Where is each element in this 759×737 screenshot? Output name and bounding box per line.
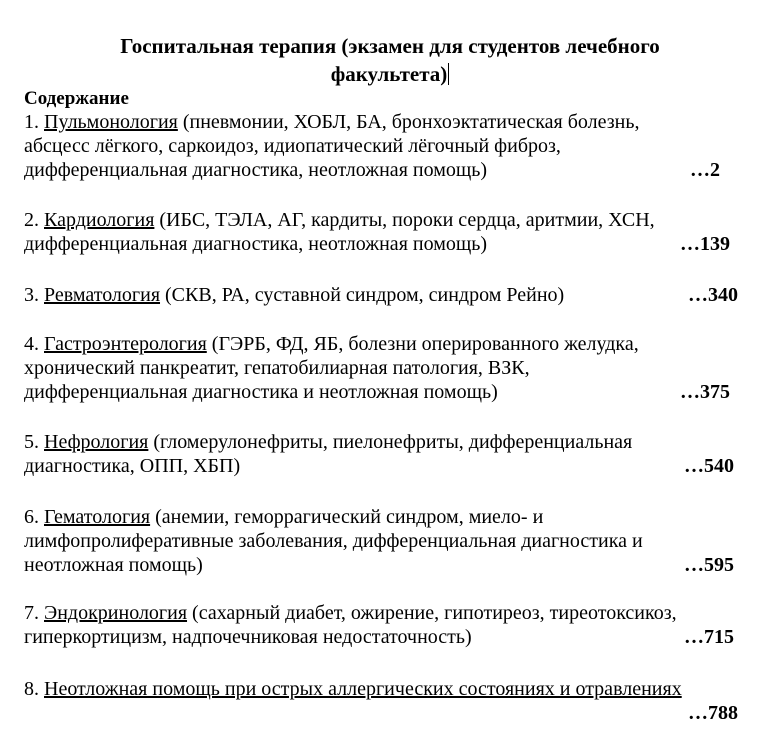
toc-entry-description: неотложная помощь) <box>24 554 203 576</box>
toc-entry-rheumatology[interactable] <box>24 283 744 307</box>
toc-entry-description: (сахарный диабет, ожирение, гипотиреоз, тиреотоксикоз, <box>187 602 677 624</box>
toc-entry-line <box>24 701 744 725</box>
toc-entry-line <box>24 232 744 256</box>
toc-entry-line <box>24 134 744 158</box>
toc-entry-line <box>24 454 744 478</box>
toc-entry-line <box>24 158 744 182</box>
toc-entry-description: лимфопролиферативные заболевания, дифференциальная диагностика и <box>24 530 643 552</box>
toc-entry-description: хронический панкреатит, гепатобилиарная патология, ВЗК, <box>24 357 530 379</box>
toc-entry-nephrology[interactable] <box>24 430 744 478</box>
toc-entry-description: дифференциальная диагностика, неотложная помощь) <box>24 233 488 255</box>
toc-entry-line <box>24 625 744 649</box>
document-title-line-2 <box>40 60 740 88</box>
toc-page-number[interactable]: …715 <box>684 626 734 648</box>
text-cursor <box>448 63 449 85</box>
toc-entry-description: (гломерулонефриты, пиелонефриты, дифференциальная <box>148 431 633 453</box>
toc-entry-emergency-care[interactable] <box>24 677 744 725</box>
toc-entry-endocrinology[interactable] <box>24 601 744 649</box>
toc-entry-description: диагностика, ОПП, ХБП) <box>24 455 241 477</box>
toc-entry-line <box>24 110 744 134</box>
toc-page-number[interactable]: …2 <box>690 159 720 181</box>
toc-entry-gastroenterology[interactable] <box>24 332 744 404</box>
toc-entry-line <box>24 529 744 553</box>
toc-entry-line <box>24 332 744 356</box>
toc-entry-description: (пневмонии, ХОБЛ, БА, бронхоэктатическая болезнь, <box>177 111 640 133</box>
toc-entry-line <box>24 601 744 625</box>
document-title <box>40 32 740 88</box>
toc-page-number[interactable]: …540 <box>684 455 734 477</box>
toc-entry-title[interactable]: Пульмонология <box>44 111 178 133</box>
document-title-line-1: Госпитальная терапия (экзамен для студентов лечебного <box>120 34 660 58</box>
toc-entry-description: (анемии, геморрагический синдром, миело- и <box>150 506 544 528</box>
toc-entry-line <box>24 208 744 232</box>
toc-entry-description: абсцесс лёгкого, саркоидоз, идиопатический лёгочный фиброз, <box>24 135 561 157</box>
toc-entry-description: дифференциальная диагностика и неотложная помощь) <box>24 381 498 403</box>
toc-entry-line <box>24 553 744 577</box>
toc-entry-number: 2. <box>24 209 44 231</box>
toc-entry-line <box>24 430 744 454</box>
toc-entry-title[interactable]: Кардиология <box>44 209 155 231</box>
toc-entry-title[interactable]: Ревматология <box>44 284 161 306</box>
toc-entry-line <box>24 380 744 404</box>
toc-entry-number: 3. <box>24 284 44 306</box>
toc-entry-number: 1. <box>24 111 44 133</box>
toc-entry-title[interactable]: Неотложная помощь при острых аллергических состояниях и отравлениях <box>44 678 682 700</box>
toc-entry-cardiology[interactable] <box>24 208 744 256</box>
toc-entry-number: 6. <box>24 506 44 528</box>
toc-entry-description: гиперкортицизм, надпочечниковая недостаточность) <box>24 626 472 648</box>
document-title-line-2-text: факультета) <box>330 62 448 86</box>
toc-entry-line <box>24 283 744 307</box>
toc-entry-title[interactable]: Гастроэнтерология <box>44 333 207 355</box>
toc-entry-hematology[interactable] <box>24 505 744 577</box>
toc-page-number[interactable]: …595 <box>684 554 734 576</box>
toc-entry-line <box>24 677 744 701</box>
toc-entry-line <box>24 356 744 380</box>
toc-page-number[interactable]: …340 <box>688 284 738 306</box>
toc-page-number[interactable]: …139 <box>680 233 730 255</box>
toc-entry-number: 7. <box>24 602 44 624</box>
toc-page-number[interactable]: …788 <box>688 702 738 724</box>
toc-entry-description: (ИБС, ТЭЛА, АГ, кардиты, пороки сердца, аритмии, ХСН, <box>154 209 655 231</box>
toc-entry-description: (СКВ, РА, суставной синдром, синдром Рейно) <box>160 284 565 306</box>
toc-entry-number: 4. <box>24 333 44 355</box>
toc-entry-number: 5. <box>24 431 44 453</box>
toc-entry-title[interactable]: Гематология <box>44 506 151 528</box>
toc-entry-title[interactable]: Эндокринология <box>44 602 188 624</box>
toc-entry-line <box>24 505 744 529</box>
toc-entry-description: (ГЭРБ, ФД, ЯБ, болезни оперированного желудка, <box>206 333 639 355</box>
toc-page-number[interactable]: …375 <box>680 381 730 403</box>
toc-entry-description: дифференциальная диагностика, неотложная помощь) <box>24 159 488 181</box>
toc-entry-pulmonology[interactable] <box>24 110 744 182</box>
toc-heading: Содержание <box>24 88 129 109</box>
toc-entry-title[interactable]: Нефрология <box>44 431 149 453</box>
toc-entry-number: 8. <box>24 678 44 700</box>
